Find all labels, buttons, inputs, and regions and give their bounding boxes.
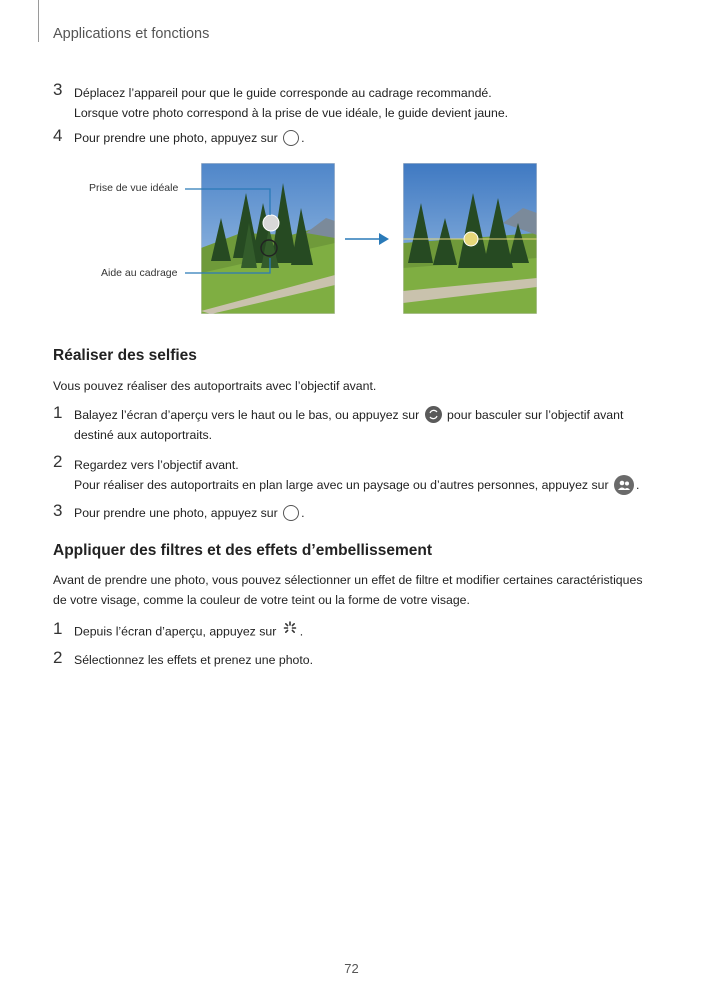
label-framing-guide: Aide au cadrage <box>101 267 178 279</box>
step-text <box>74 455 639 496</box>
step-text-after: . <box>635 478 640 492</box>
label-ideal-shot: Prise de vue idéale <box>89 182 179 194</box>
header-rule <box>38 0 39 42</box>
effects-sparkle-icon <box>282 621 298 643</box>
step-text-after: . <box>301 131 305 145</box>
step-text <box>74 128 305 148</box>
step-text <box>74 503 305 523</box>
step-number: 1 <box>53 403 63 422</box>
arrow-right-icon <box>345 231 390 247</box>
step-line: Lorsque votre photo correspond à la prise de vue idéale, le guide devient jaune. <box>74 106 509 120</box>
step-text-after: . <box>301 506 305 520</box>
step-number: 4 <box>53 126 63 145</box>
step-text-before: Depuis l’écran d’aperçu, appuyez sur <box>74 624 277 639</box>
para-line: Avant de prendre une photo, vous pouvez sélectionner un effet de filtre et modifier certaines caractéristiques <box>53 573 643 587</box>
step-number: 2 <box>53 648 63 667</box>
step-text-before: Pour prendre une photo, appuyez sur <box>74 131 278 145</box>
filters-intro <box>53 570 642 610</box>
page-number: 72 <box>344 961 359 976</box>
step-text-before: Pour réaliser des autoportraits en plan large avec un paysage ou d’autres personnes, appuyez sur <box>74 478 609 492</box>
step-line: destiné aux autoportraits. <box>74 428 213 442</box>
section-title-filters: Appliquer des filtres et des effets d’embellissement <box>53 542 433 559</box>
switch-camera-icon <box>425 406 442 423</box>
step-text-before: Pour prendre une photo, appuyez sur <box>74 506 278 520</box>
callout-lines <box>180 180 280 280</box>
step-number: 3 <box>53 501 63 520</box>
shutter-icon <box>283 130 299 146</box>
step-text-after: . <box>299 624 304 639</box>
preview-photo-after <box>403 163 537 314</box>
landscape-image <box>403 163 537 314</box>
step-number: 1 <box>53 619 63 638</box>
step-text <box>74 83 508 123</box>
step-number: 3 <box>53 80 63 99</box>
group-selfie-icon <box>614 475 634 495</box>
step-number: 2 <box>53 452 63 471</box>
selfies-intro: Vous pouvez réaliser des autoportraits avec l’objectif avant. <box>53 379 377 393</box>
step-line: Déplacez l’appareil pour que le guide corresponde au cadrage recommandé. <box>74 86 492 100</box>
step-line: Regardez vers l’objectif avant. <box>74 458 239 472</box>
header-title: Applications et fonctions <box>53 26 210 42</box>
step-text-after: pour basculer sur l’objectif avant <box>447 408 624 422</box>
step-text <box>74 405 623 445</box>
step-text <box>74 621 303 643</box>
para-line: de votre visage, comme la couleur de votre teint ou la forme de votre visage. <box>53 593 470 607</box>
shutter-icon <box>283 505 299 521</box>
step-text-before: Balayez l’écran d’aperçu vers le haut ou le bas, ou appuyez sur <box>74 408 420 422</box>
step-text: Sélectionnez les effets et prenez une photo. <box>74 653 314 667</box>
section-title-selfies: Réaliser des selfies <box>53 347 197 364</box>
